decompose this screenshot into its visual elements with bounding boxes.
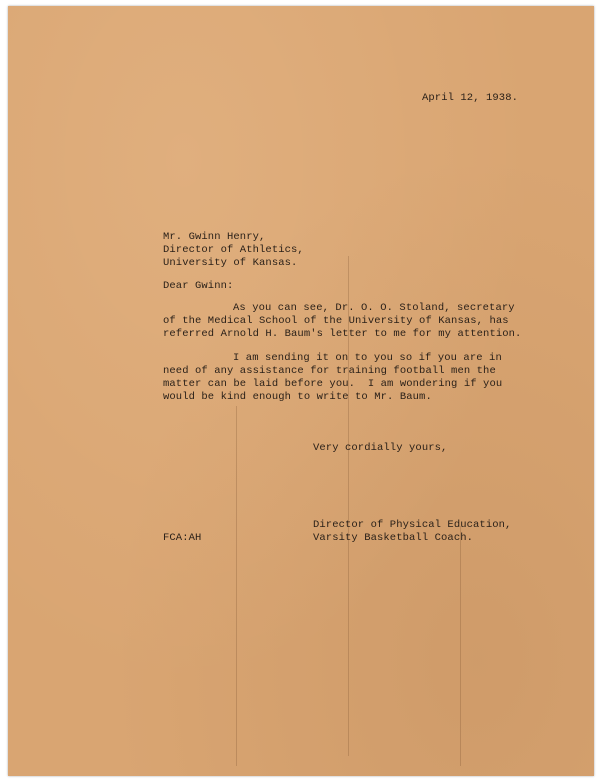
letter-page <box>8 6 594 776</box>
paragraph1-line1: As you can see, Dr. O. O. Stoland, secretary <box>233 302 515 314</box>
signature-title-line1: Director of Physical Education, <box>313 519 512 531</box>
recipient-institution: University of Kansas. <box>163 257 298 269</box>
signature-title-line2: Varsity Basketball Coach. <box>313 532 474 544</box>
letter-date: April 12, 1938. <box>422 92 519 104</box>
recipient-name: Mr. Gwinn Henry, <box>163 231 266 243</box>
paragraph1-line2: of the Medical School of the University of Kansas, has <box>163 315 509 327</box>
paragraph2-line4: would be kind enough to write to Mr. Baum. <box>163 391 432 403</box>
paragraph2-line2: need of any assistance for training football men the <box>163 365 496 377</box>
paragraph2-line1: I am sending it on to you so if you are in <box>233 352 502 364</box>
paragraph2-line3: matter can be laid before you. I am wondering if you <box>163 378 503 390</box>
paper-fiber <box>460 526 461 766</box>
paragraph1-line3: referred Arnold H. Baum's letter to me for my attention. <box>163 328 522 340</box>
reference-initials: FCA:AH <box>163 532 202 544</box>
salutation: Dear Gwinn: <box>163 280 234 292</box>
recipient-title: Director of Athletics, <box>163 244 304 256</box>
closing: Very cordially yours, <box>313 442 448 454</box>
paper-fiber <box>236 406 237 766</box>
